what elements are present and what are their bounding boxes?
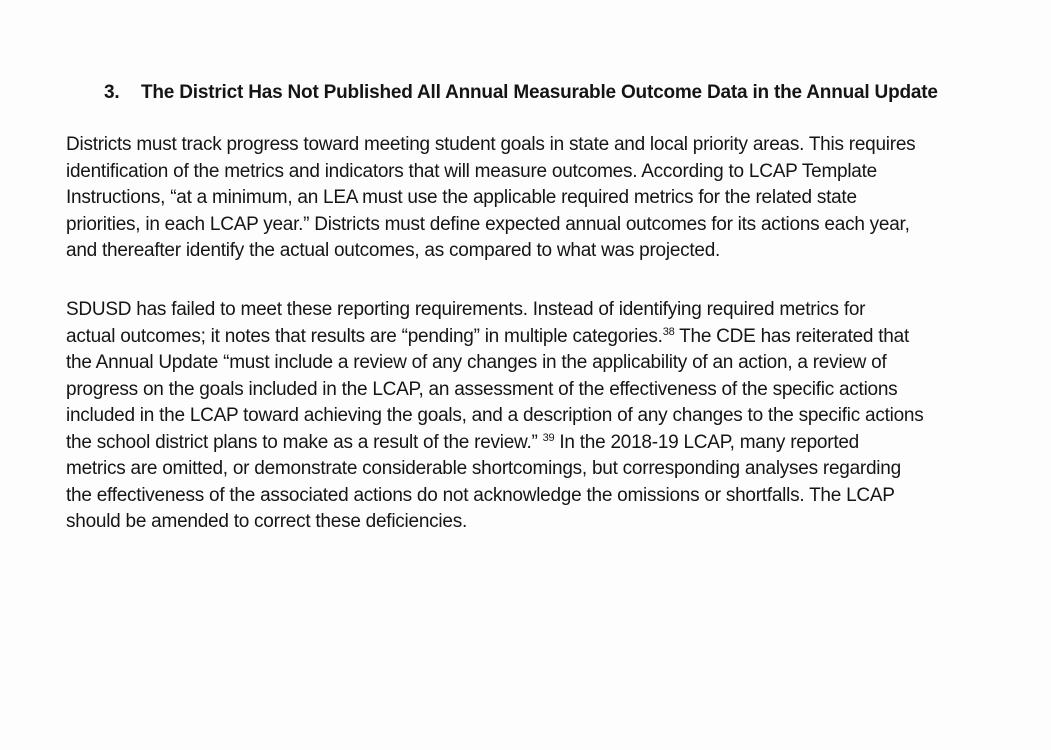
paragraph-1-line: Districts must track progress toward meeting student goals in state and local priority areas. This requires	[66, 134, 916, 155]
section-heading	[104, 80, 1004, 106]
paragraph-1-line: identification of the metrics and indicators that will measure outcomes. According to LCAP Template	[66, 160, 877, 182]
paragraph-2-line: SDUSD has failed to meet these reporting requirements. Instead of identifying required metrics for	[66, 299, 866, 320]
footnote-38-ref: 38	[662, 325, 675, 338]
paragraph-2-text: actual outcomes; it notes that results are “pending” in multiple categories.	[66, 325, 663, 347]
section-title: The District Has Not Published All Annual Measurable Outcome Data in the Annual Update	[141, 82, 938, 103]
paragraph-2-line: the effectiveness of the associated actions do not acknowledge the omissions or shortfalls. The LCAP	[66, 484, 895, 506]
footnote-39-ref: 39	[542, 431, 555, 444]
paragraph-2-text: In the 2018-19 LCAP, many reported	[554, 431, 859, 453]
paragraph-2-text: the school district plans to make as a result of the review.”	[66, 431, 543, 453]
paragraph-2-line: the Annual Update “must include a review of any changes in the applicability of an action, a review of	[66, 352, 887, 373]
paragraph-2	[66, 297, 1016, 536]
paragraph-1-line: priorities, in each LCAP year.” Districts must define expected annual outcomes for its actions each year,	[66, 213, 910, 235]
paragraph-2-line: metrics are omitted, or demonstrate considerable shortcomings, but corresponding analyses regarding	[66, 458, 901, 479]
paragraph-2-line: should be amended to correct these deficiencies.	[66, 511, 467, 532]
section-number: 3.	[104, 82, 120, 103]
paragraph-2-line	[66, 430, 1016, 457]
paragraph-2-line	[66, 324, 1016, 351]
paragraph-1	[66, 132, 1016, 265]
paragraph-1-line: and thereafter identify the actual outcomes, as compared to what was projected.	[66, 240, 721, 261]
paragraph-2-line: progress on the goals included in the LCAP, an assessment of the effectiveness of the specific actions	[66, 378, 898, 400]
paragraph-2-text: The CDE has reiterated that	[674, 325, 909, 347]
paragraph-1-line: Instructions, “at a minimum, an LEA must use the applicable required metrics for the related state	[66, 187, 857, 208]
paragraph-2-line: included in the LCAP toward achieving the goals, and a description of any changes to the specific actions	[66, 405, 924, 426]
